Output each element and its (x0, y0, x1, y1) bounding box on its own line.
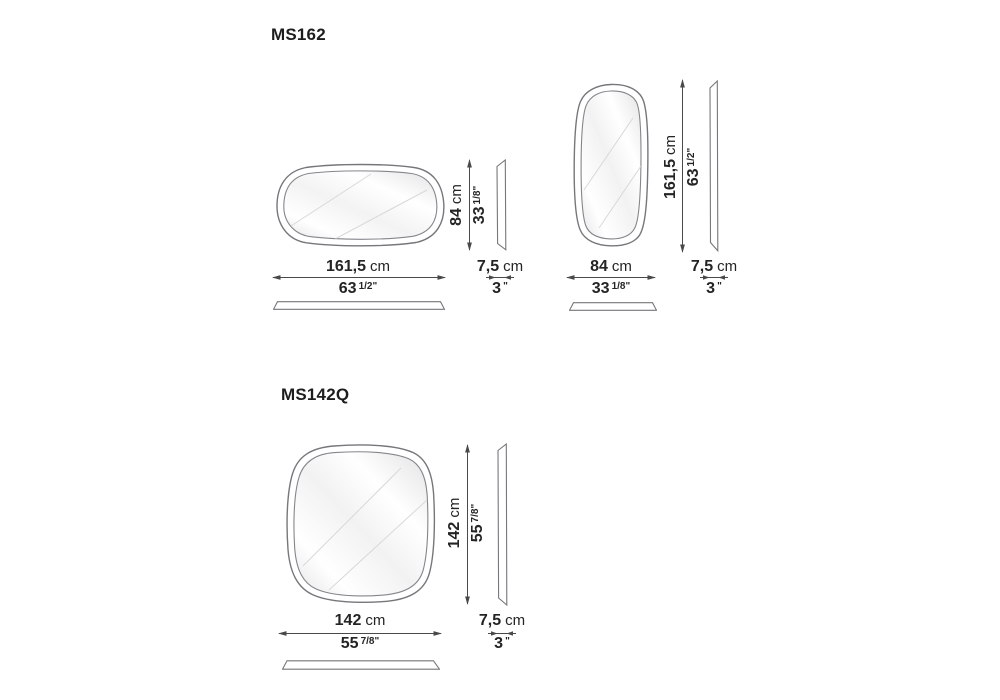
dimension-label-metric: 142cm (446, 497, 463, 549)
mirror-top-view-portrait (569, 302, 657, 311)
dimension-label-imperial: 55 $^{7/8"}$ (340, 635, 380, 652)
product-code-ms142q: MS142Q (281, 385, 350, 404)
dimension-label-imperial: 33 $^{1/8"}$ (591, 280, 631, 297)
dimension-label-imperial: 63 $^{1/2"}$ (338, 280, 378, 297)
mirror-front-view-square (283, 442, 437, 605)
dimension-label-metric: 161,5cm (662, 134, 679, 200)
mirror-front-view-portrait (571, 82, 651, 248)
mirror-side-profile-q (497, 443, 508, 606)
mirror-front-view-landscape (275, 162, 446, 248)
mirror-side-profile-b (709, 80, 719, 252)
mirror-top-view-landscape (273, 301, 445, 310)
dimension-label-metric: 7,5 cm (476, 258, 524, 275)
dimension-label-imperial: 3 " (706, 280, 722, 297)
dimension-label-metric: 142 cm (334, 612, 386, 629)
mirror-inner-frame (581, 91, 641, 239)
dimension-label-imperial: $55^{7/8"}$ (469, 503, 486, 543)
dimension-label-metric: 7,5 cm (690, 258, 738, 275)
dimension-label-metric: 7,5 cm (478, 612, 526, 629)
dimension-label-imperial: 3 " (492, 280, 508, 297)
product-code-ms162: MS162 (271, 25, 326, 44)
mirror-top-view-square (282, 660, 440, 670)
dimension-label-imperial: 3 " (494, 635, 510, 652)
dimension-label-imperial: $63^{1/2"}$ (685, 147, 702, 187)
mirror-side-profile-a (496, 159, 507, 251)
dimension-label-metric: 84 cm (590, 258, 632, 275)
dimension-label-metric: 84cm (448, 184, 465, 226)
dimension-label-metric: 161,5 cm (325, 258, 391, 275)
mirror-inner-frame (294, 452, 428, 596)
dimension-label-imperial: $33^{1/8"}$ (471, 185, 488, 225)
